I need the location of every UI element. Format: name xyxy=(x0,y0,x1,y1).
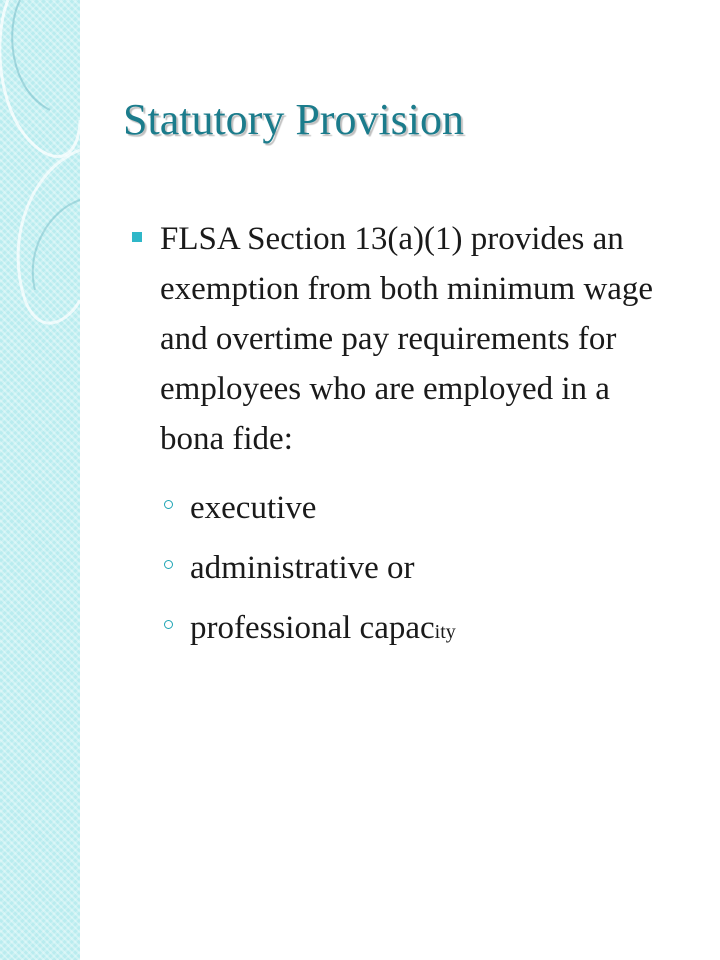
ring-bullet-icon xyxy=(164,620,173,629)
sub-bullet-executive xyxy=(160,478,670,538)
slide-content xyxy=(130,214,670,662)
sub-bullet-professional xyxy=(160,598,670,662)
main-bullet-text: FLSA Section 13(a)(1) provides an exemption from both minimum wage and overtime pay requirements for employees who are employed in a bona fide: xyxy=(160,221,654,457)
ring-bullet-icon xyxy=(164,560,173,569)
sub-bullet-list xyxy=(130,478,670,662)
swirl-decoration-icon xyxy=(0,0,80,960)
ring-bullet-icon xyxy=(164,500,173,509)
sub-bullet-text: executive xyxy=(190,490,317,526)
decorative-side-band xyxy=(0,0,80,960)
slide-title: Statutory Provision xyxy=(123,95,465,144)
square-bullet-icon xyxy=(132,232,142,242)
sub-bullet-text: professional capac xyxy=(190,610,435,646)
main-bullet xyxy=(130,214,670,464)
sub-bullet-administrative xyxy=(160,538,670,598)
sub-bullet-text: administrative or xyxy=(190,550,415,586)
sub-bullet-suffix: ity xyxy=(434,621,456,643)
